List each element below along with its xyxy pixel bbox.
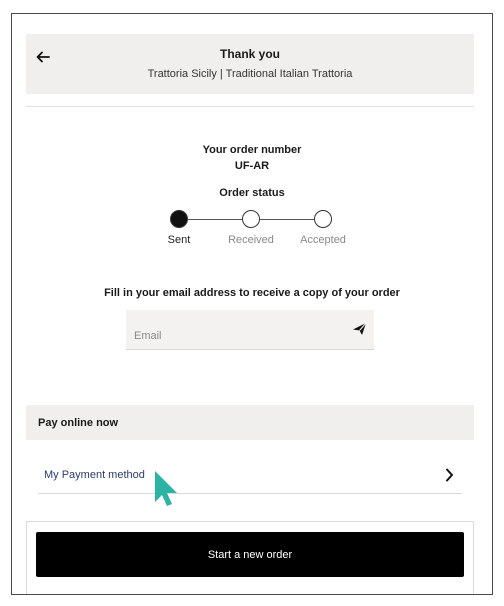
- email-prompt: Fill in your email address to receive a copy of your order: [104, 287, 400, 299]
- payment-method-label: My Payment method: [44, 469, 145, 481]
- pay-online-title: Pay online now: [38, 417, 119, 429]
- step-accepted-label: Accepted: [300, 234, 346, 246]
- paper-plane-icon: [352, 322, 367, 336]
- header-divider: [26, 106, 474, 107]
- order-number: UF-AR: [234, 160, 270, 172]
- order-status-stepper: [152, 210, 352, 250]
- start-new-order-button[interactable]: Start a new order: [36, 532, 464, 577]
- step-connector: [188, 219, 242, 220]
- page-header: [26, 34, 474, 94]
- step-sent-dot: [170, 210, 188, 228]
- step-accepted-dot: [314, 210, 332, 228]
- send-email-button[interactable]: [350, 320, 368, 338]
- step-sent-label: Sent: [167, 234, 191, 246]
- order-status-label: Order status: [219, 187, 285, 199]
- restaurant-name: Trattoria Sicily | Traditional Italian Trattoria: [147, 68, 353, 80]
- email-field-container: [126, 310, 374, 350]
- page-title: Thank you: [219, 47, 280, 61]
- mouse-pointer-icon: [153, 470, 179, 508]
- app-frame: [11, 13, 493, 595]
- chevron-right-icon: [442, 467, 456, 483]
- step-connector: [260, 219, 314, 220]
- order-number-label: Your order number: [202, 144, 302, 156]
- payment-method-row[interactable]: [38, 460, 462, 494]
- step-received-label: Received: [228, 234, 274, 246]
- pay-online-section-header: [26, 405, 474, 440]
- email-field[interactable]: [134, 328, 334, 344]
- step-received-dot: [242, 210, 260, 228]
